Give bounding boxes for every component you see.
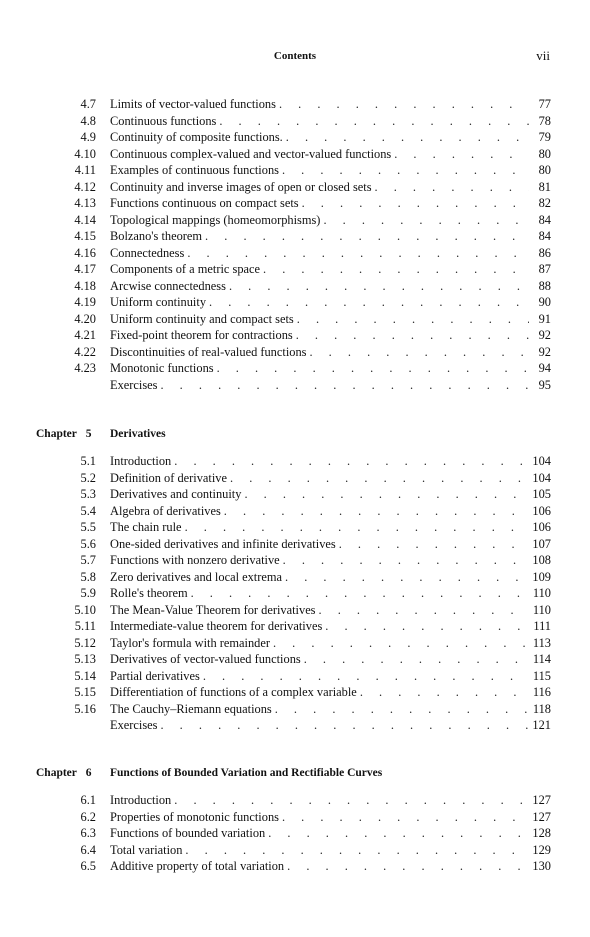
page-ref: 110 [532, 602, 551, 617]
toc-entry [0, 294, 590, 311]
toc-entry [0, 486, 590, 503]
section-number: 5.11 [74, 619, 96, 633]
dot-leader [287, 858, 529, 874]
section-number: 5.1 [80, 454, 96, 468]
dot-leader [185, 842, 529, 858]
section-number: 4.15 [74, 229, 96, 243]
page-ref: 95 [538, 377, 551, 392]
dot-leader [229, 278, 529, 294]
section-title: Introduction [110, 793, 172, 807]
section-title: Algebra of derivatives [110, 503, 221, 518]
chapter-title: Functions of Bounded Variation and Rectifiable Curves [110, 767, 383, 779]
dot-leader [297, 311, 529, 327]
toc-entry [0, 701, 590, 718]
toc-entry [0, 245, 590, 262]
section-number: 5.16 [74, 701, 96, 716]
section-title: Functions of bounded variation [110, 826, 266, 840]
dot-leader [174, 792, 529, 808]
dot-leader [230, 470, 529, 486]
toc-entry [0, 684, 590, 701]
toc-entry [0, 842, 590, 859]
dot-leader [282, 162, 529, 178]
section-number: 6.5 [80, 859, 96, 873]
dot-leader [323, 212, 529, 228]
section-number: 4.8 [80, 113, 96, 128]
dot-leader [187, 245, 529, 261]
chapter-5-entries [0, 453, 590, 734]
section-number: 4.9 [80, 130, 96, 144]
section-title: Introduction [110, 454, 172, 468]
section-number: 4.11 [74, 163, 96, 177]
chapter-label: Chapter [36, 767, 77, 779]
section-title: The Mean-Value Theorem for derivatives [110, 602, 316, 617]
section-number: 5.10 [74, 602, 96, 617]
page-ref: 129 [532, 842, 551, 857]
section-title: Taylor's formula with remainder [110, 635, 270, 650]
dot-leader [224, 503, 529, 519]
dot-leader [325, 618, 529, 634]
toc-entry [0, 228, 590, 245]
page-ref: 81 [538, 179, 551, 194]
chapter-title: Derivatives [110, 428, 166, 440]
section-title: Fixed-point theorem for contractions [110, 328, 293, 342]
dot-leader [268, 825, 529, 841]
dot-leader [174, 453, 529, 469]
section-title: Zero derivatives and local extrema [110, 569, 283, 584]
section-title: Bolzano's theorem [110, 229, 203, 243]
dot-leader [285, 569, 529, 585]
toc-entry [0, 618, 590, 635]
toc-entry [0, 311, 590, 328]
toc-entry [0, 261, 590, 278]
chapter-number: 5 [85, 428, 92, 440]
toc-entry [0, 651, 590, 668]
section-title: Topological mappings (homeomorphisms) [110, 212, 321, 227]
toc-entry [0, 552, 590, 569]
section-number: 5.13 [74, 652, 96, 666]
section-number: 5.4 [80, 503, 96, 518]
section-4-entries [0, 96, 590, 393]
chapter-6-entries [0, 792, 590, 875]
page-ref: 88 [538, 278, 551, 293]
section-title: Exercises [110, 718, 158, 732]
page-ref: 128 [532, 826, 551, 840]
dot-leader [209, 294, 529, 310]
section-title: Additive property of total variation [110, 859, 285, 873]
section-number: 4.18 [74, 278, 96, 293]
toc-entry [0, 113, 590, 130]
section-title: Components of a metric space [110, 262, 261, 276]
section-number: 4.12 [74, 179, 96, 194]
section-number: 5.5 [80, 520, 96, 534]
section-title: Differentiation of functions of a complex variable [110, 685, 357, 699]
toc-entry [0, 717, 590, 734]
running-head [0, 50, 590, 66]
dot-leader [279, 96, 529, 112]
dot-leader [319, 602, 529, 618]
toc-entry [0, 635, 590, 652]
dot-leader [219, 113, 529, 129]
section-title: Continuous functions [110, 113, 217, 128]
toc-entry [0, 858, 590, 875]
toc-entry [0, 585, 590, 602]
dot-leader [282, 809, 529, 825]
section-title: The chain rule [110, 520, 182, 534]
toc-entry [0, 825, 590, 842]
section-number: 5.8 [80, 569, 96, 584]
section-title: Continuous complex-valued and vector-valued functions [110, 146, 392, 161]
toc-entry [0, 602, 590, 619]
toc-entry [0, 278, 590, 295]
dot-leader [263, 261, 529, 277]
page-ref: 79 [538, 130, 551, 144]
dot-leader [360, 684, 529, 700]
toc-entry [0, 195, 590, 212]
section-title: Arcwise connectedness [110, 278, 226, 293]
section-number: 4.14 [74, 212, 96, 227]
section-title: Discontinuities of real-valued functions [110, 344, 307, 359]
page-ref: 87 [538, 262, 551, 276]
toc-entry [0, 519, 590, 536]
section-number: 5.9 [80, 586, 96, 600]
section-number: 5.2 [80, 470, 96, 485]
page-ref: 80 [538, 163, 551, 177]
page-ref: 115 [532, 668, 551, 683]
toc-entry [0, 453, 590, 470]
section-title: Uniform continuity [110, 295, 207, 309]
section-number: 4.7 [80, 97, 96, 111]
running-title: Contents [273, 50, 317, 62]
page-ref: 91 [538, 311, 551, 326]
toc-entry [0, 792, 590, 809]
section-number: 4.13 [74, 196, 96, 210]
section-number: 5.12 [74, 635, 96, 650]
section-title: Connectedness [110, 245, 185, 260]
section-number: 4.17 [74, 262, 96, 276]
section-number: 6.4 [80, 842, 96, 857]
dot-leader [309, 344, 529, 360]
chapter-6-heading [36, 767, 383, 779]
section-number: 4.19 [74, 295, 96, 309]
dot-leader [304, 651, 529, 667]
page-ref: 127 [532, 793, 551, 807]
section-title: Uniform continuity and compact sets [110, 311, 294, 326]
chapter-number: 6 [85, 767, 92, 779]
toc-entry [0, 344, 590, 361]
page-ref: 106 [532, 520, 551, 534]
dot-leader [339, 536, 529, 552]
toc-entry [0, 360, 590, 377]
toc-entry [0, 129, 590, 146]
dot-leader [275, 701, 529, 717]
section-number: 6.1 [80, 793, 96, 807]
section-title: Total variation [110, 842, 183, 857]
page-ref: 108 [532, 553, 551, 567]
page-ref: 104 [532, 470, 551, 485]
toc-entry [0, 179, 590, 196]
section-title: Continuity of composite functions. [110, 130, 283, 144]
section-number: 5.7 [80, 553, 96, 567]
section-title: Functions with nonzero derivative [110, 553, 280, 567]
page-ref: 84 [538, 229, 551, 243]
page-ref: 118 [532, 701, 551, 716]
section-title: Partial derivatives [110, 668, 200, 683]
section-number: 5.3 [80, 487, 96, 501]
dot-leader [160, 377, 529, 393]
dot-leader [394, 146, 529, 162]
toc-entry [0, 668, 590, 685]
section-number: 5.15 [74, 685, 96, 699]
section-title: One-sided derivatives and infinite derivatives [110, 536, 336, 551]
toc-entry [0, 569, 590, 586]
page-ref: 92 [538, 328, 551, 342]
dot-leader [375, 179, 529, 195]
dot-leader [296, 327, 529, 343]
toc-entry [0, 96, 590, 113]
dot-leader [286, 129, 529, 145]
page-ref: 77 [538, 97, 551, 111]
page-number: vii [536, 48, 550, 63]
section-title: Definition of derivative [110, 470, 227, 485]
dot-leader [283, 552, 529, 568]
page-ref: 107 [532, 536, 551, 551]
page-ref: 82 [538, 196, 551, 210]
section-title: Derivatives of vector-valued functions [110, 652, 301, 666]
section-title: Derivatives and continuity [110, 487, 242, 501]
page-ref: 130 [532, 859, 551, 873]
dot-leader [185, 519, 529, 535]
section-title: The Cauchy–Riemann equations [110, 701, 272, 716]
section-title: Examples of continuous functions [110, 163, 279, 177]
page-ref: 110 [532, 586, 551, 600]
dot-leader [203, 668, 529, 684]
section-title: Functions continuous on compact sets [110, 196, 299, 210]
section-number: 4.21 [74, 328, 96, 342]
page-ref: 104 [532, 454, 551, 468]
section-number: 4.20 [74, 311, 96, 326]
toc-entry [0, 327, 590, 344]
page-ref: 113 [532, 635, 551, 650]
page-ref: 92 [538, 344, 551, 359]
section-title: Monotonic functions [110, 361, 214, 375]
toc-entry [0, 212, 590, 229]
section-number: 6.3 [80, 826, 96, 840]
toc-entry [0, 536, 590, 553]
chapter-5-heading [36, 428, 166, 440]
dot-leader [191, 585, 529, 601]
page-ref: 114 [532, 652, 551, 666]
page-ref: 106 [532, 503, 551, 518]
chapter-label: Chapter [36, 428, 77, 440]
section-number: 4.22 [74, 344, 96, 359]
dot-leader [160, 717, 529, 733]
dot-leader [217, 360, 529, 376]
toc-entry [0, 809, 590, 826]
page-ref: 94 [538, 361, 551, 375]
section-title: Rolle's theorem [110, 586, 188, 600]
page-ref: 86 [538, 245, 551, 260]
page-ref: 116 [532, 685, 551, 699]
section-title: Properties of monotonic functions [110, 809, 279, 824]
page-ref: 127 [532, 809, 551, 824]
dot-leader [302, 195, 529, 211]
page-ref: 78 [538, 113, 551, 128]
section-title: Exercises [110, 377, 158, 392]
toc-entry [0, 146, 590, 163]
page-ref: 109 [532, 569, 551, 584]
toc-entry [0, 470, 590, 487]
page-ref: 90 [538, 295, 551, 309]
section-number: 4.23 [74, 361, 96, 375]
section-number: 6.2 [80, 809, 96, 824]
toc-entry [0, 377, 590, 394]
toc-entry [0, 503, 590, 520]
page-ref: 111 [533, 619, 551, 633]
dot-leader [244, 486, 529, 502]
section-title: Continuity and inverse images of open or closed sets [110, 179, 372, 194]
page-ref: 121 [532, 718, 551, 732]
toc-entry [0, 162, 590, 179]
section-title: Limits of vector-valued functions [110, 97, 276, 111]
dot-leader [205, 228, 529, 244]
page-ref: 84 [538, 212, 551, 227]
section-number: 5.14 [74, 668, 96, 683]
page-ref: 80 [538, 146, 551, 161]
section-number: 5.6 [80, 536, 96, 551]
dot-leader [273, 635, 529, 651]
section-number: 4.16 [74, 245, 96, 260]
section-title: Intermediate-value theorem for derivatives [110, 619, 323, 633]
section-number: 4.10 [74, 146, 96, 161]
page-ref: 105 [532, 487, 551, 501]
